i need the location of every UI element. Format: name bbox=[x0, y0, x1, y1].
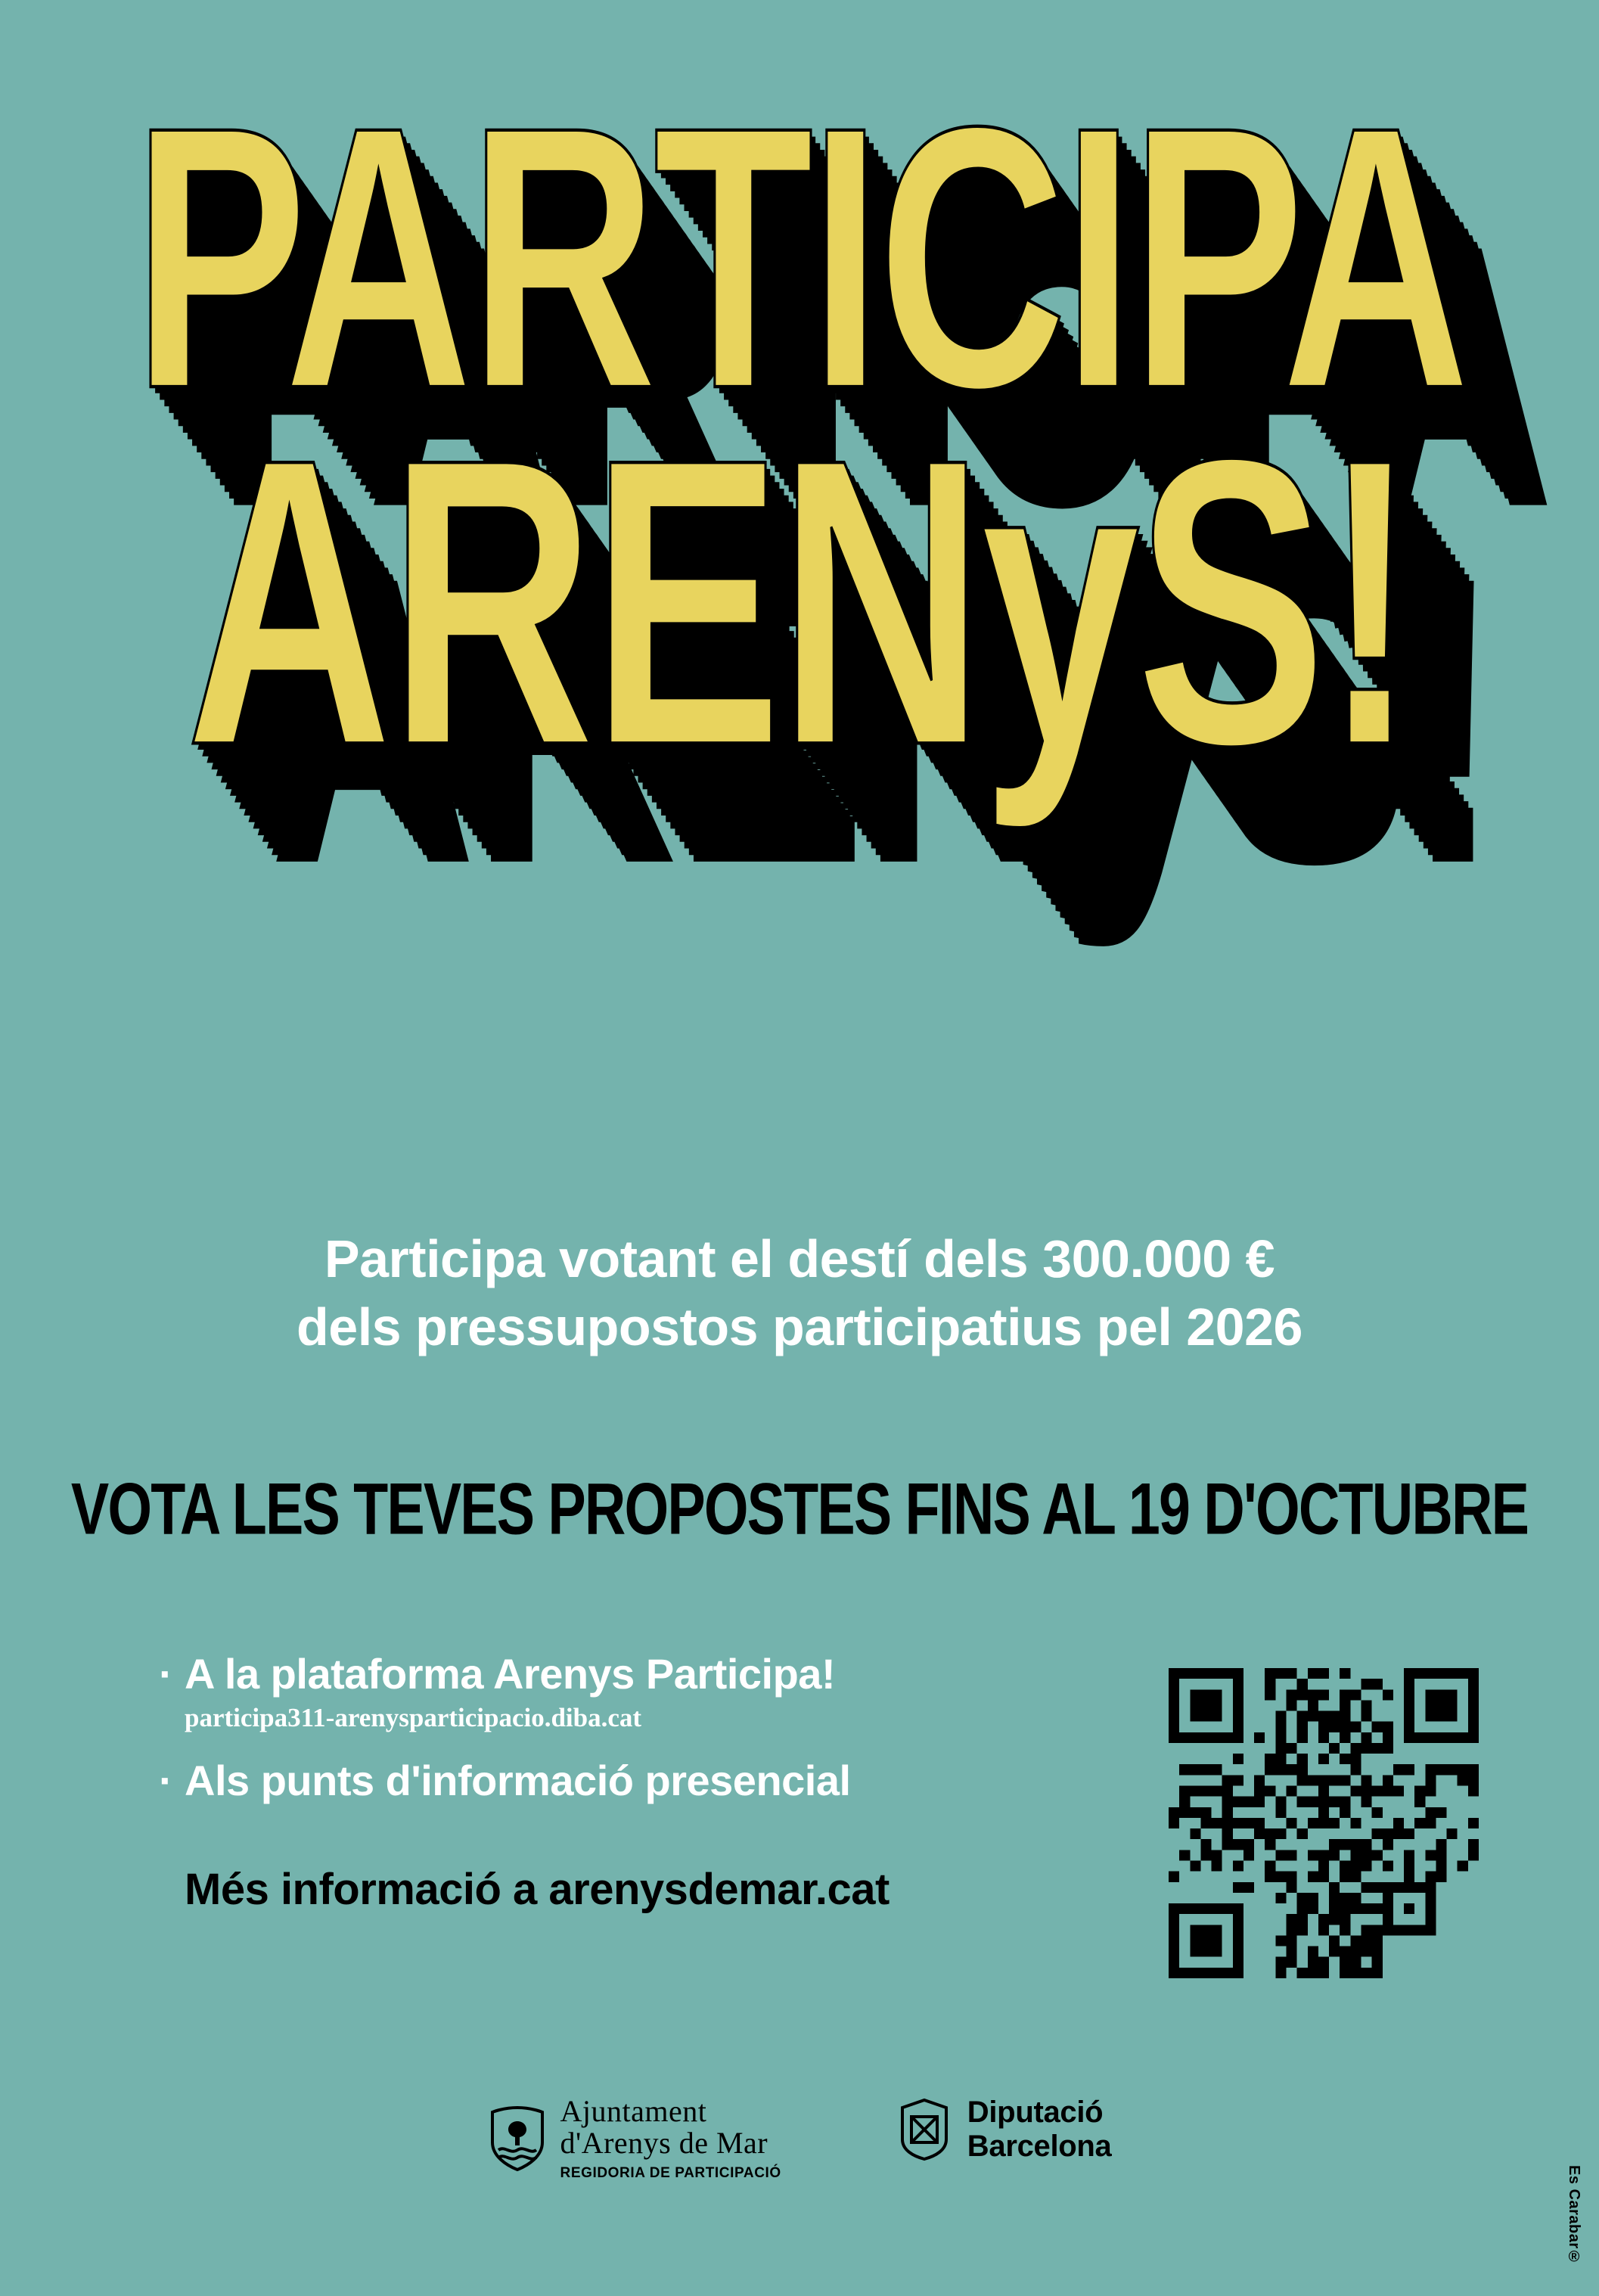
barcelona-crest-icon bbox=[895, 2097, 954, 2162]
tree-shield-crest-icon bbox=[488, 2106, 547, 2171]
designer-credit: Es Carabar® bbox=[1566, 2164, 1582, 2266]
logo-ajuntament-text bbox=[560, 2096, 781, 2182]
poster-subtitle bbox=[0, 1226, 1599, 1361]
list-item bbox=[159, 1756, 1127, 1805]
poster-headline bbox=[0, 49, 1599, 831]
headline-line-1: PARTICIPA bbox=[132, 49, 1467, 467]
subtitle-line-1: Participa votant el destí dels 300.000 € bbox=[324, 1229, 1275, 1288]
list-item-label: Als punts d'informació presencial bbox=[185, 1757, 851, 1804]
subtitle-line-2: dels pressupostos participatius pel 2026 bbox=[297, 1297, 1302, 1356]
bullet-dot-icon: · bbox=[159, 1757, 173, 1804]
logo-ajuntament-arenys-de-mar bbox=[488, 2096, 781, 2182]
more-info-line: Més informació a arenysdemar.cat bbox=[185, 1865, 890, 1914]
logo-line-1: Ajuntament bbox=[560, 2094, 707, 2128]
logo-line-2: Barcelona bbox=[967, 2129, 1112, 2163]
logo-diputacio-barcelona bbox=[895, 2096, 1112, 2164]
qr-code-canvas[interactable] bbox=[1169, 1668, 1479, 1978]
platform-url[interactable]: participa311-arenysparticipacio.diba.cat bbox=[185, 1703, 642, 1732]
logo-line-1: Diputació bbox=[967, 2096, 1104, 2129]
logo-line-2: d'Arenys de Mar bbox=[560, 2126, 768, 2161]
bullet-dot-icon: · bbox=[159, 1650, 173, 1698]
logo-diputacio-text bbox=[967, 2096, 1112, 2164]
list-item-label: A la plataforma Arenys Participa! bbox=[185, 1650, 836, 1698]
logo-line-3: REGIDORIA DE PARTICIPACIÓ bbox=[560, 2164, 781, 2181]
call-to-action-line: VOTA LES TEVES PROPOSTES FINS AL 19 D'OCTUBRE bbox=[70, 1468, 1529, 1550]
list-item bbox=[159, 1649, 1127, 1698]
qr-code[interactable] bbox=[1169, 1668, 1479, 1978]
info-block bbox=[159, 1649, 1127, 1915]
headline-line-2: ARENyS! bbox=[185, 373, 1414, 831]
footer-logos bbox=[0, 2096, 1599, 2182]
